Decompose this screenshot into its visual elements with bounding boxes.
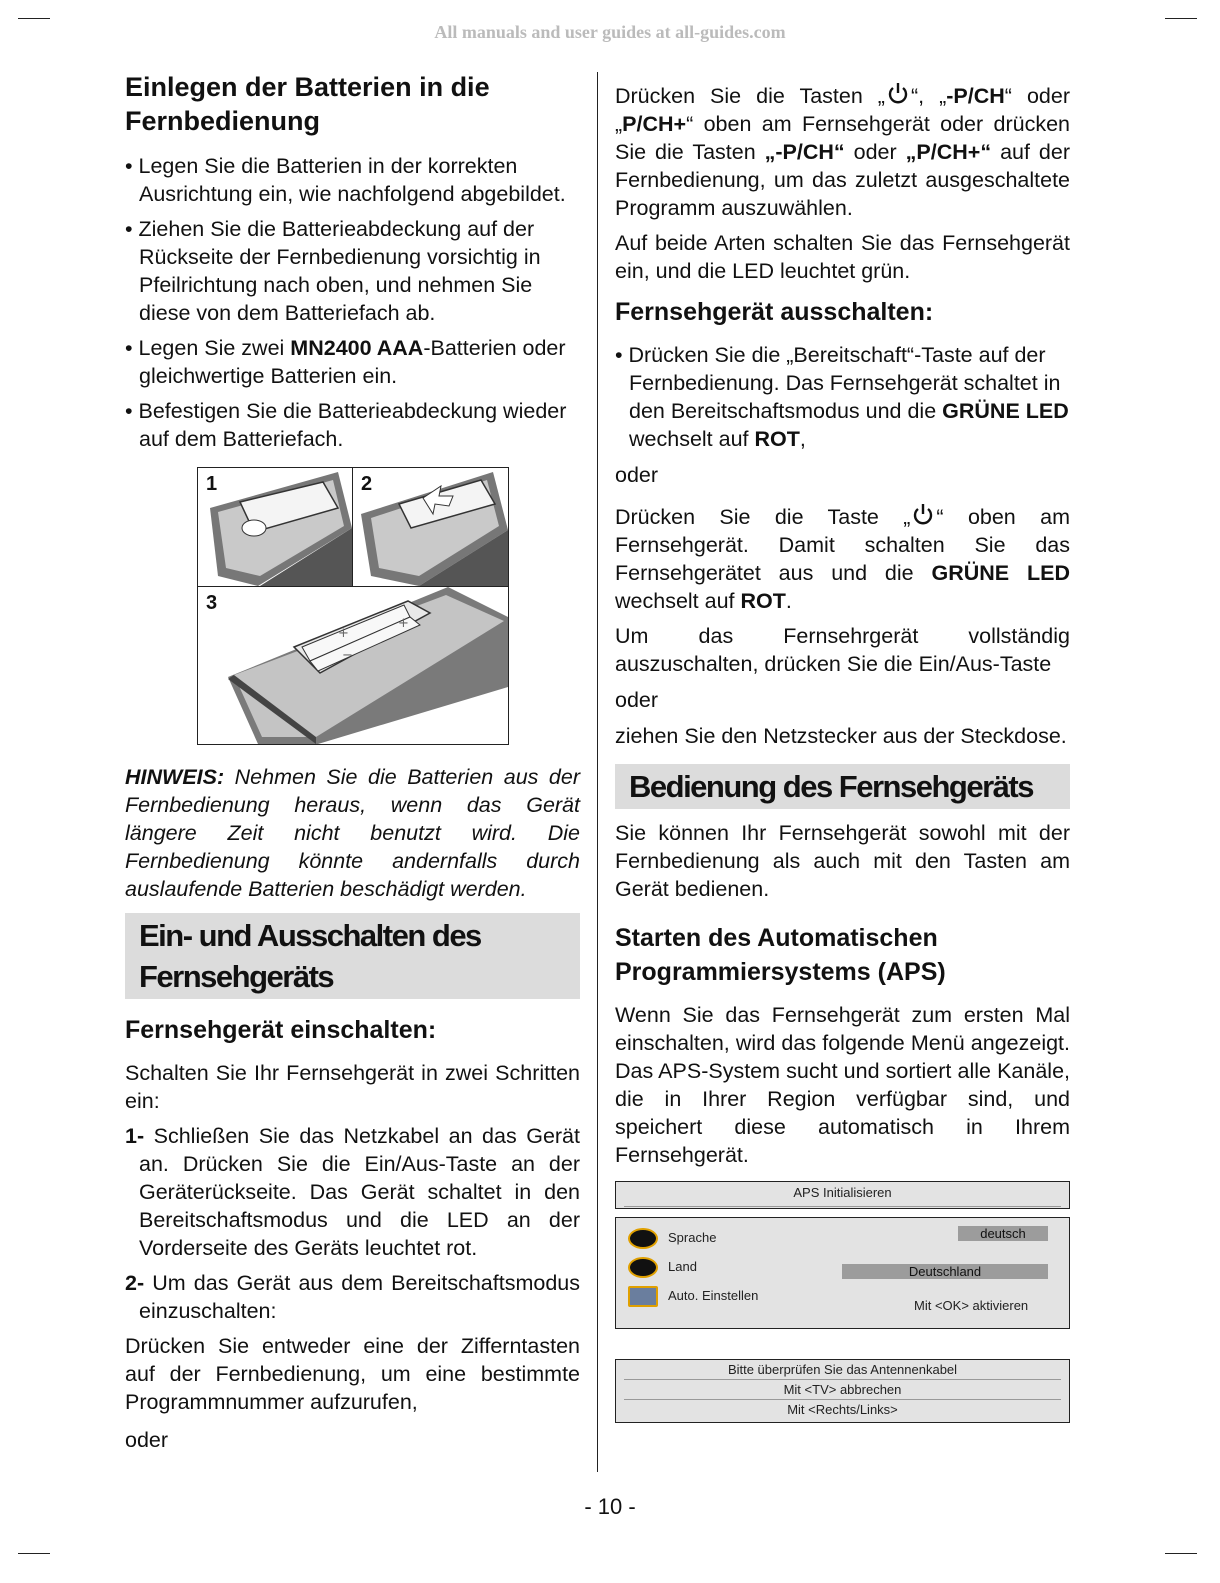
led-paragraph: Auf beide Arten schalten Sie das Fernsehgerät ein, und die LED leuchtet grün. — [615, 231, 1070, 283]
aps-heading: Starten des Automatischen Programmiersystems (APS) — [615, 924, 946, 986]
key-label: „-P/CH“ — [764, 140, 845, 164]
full-off-paragraph: Um das Fernsehrgerät vollständig auszuschalten, drücken Sie die Ein/Aus-Taste — [615, 624, 1070, 676]
battery-heading: Einlegen der Batterien in die Fernbedienung — [125, 72, 490, 136]
text-span: “ oben am Fernsehgerät oder drücken Sie die Tasten — [615, 112, 1070, 164]
power-keys-paragraph — [615, 82, 1070, 222]
column-divider — [597, 72, 598, 1472]
right-column — [615, 82, 1070, 1423]
figure-label: 2 — [361, 473, 373, 495]
osd-label: Sprache — [668, 1230, 717, 1245]
osd-hint: Mit <Rechts/Links> — [787, 1402, 898, 1417]
remote-battery-illustration — [198, 587, 508, 744]
led-label: ROT — [754, 427, 800, 451]
crop-mark — [18, 18, 50, 19]
osd-settings-panel — [615, 1217, 1070, 1329]
crop-mark — [18, 1553, 50, 1554]
left-column — [125, 70, 580, 1461]
battery-type: MN2400 AAA — [290, 336, 424, 360]
oder-text: oder — [615, 463, 659, 487]
text-span: wechselt auf — [615, 589, 741, 613]
osd-row-language[interactable] — [628, 1224, 716, 1252]
led-label: GRÜNE LED — [931, 561, 1070, 585]
auto-value: Mit <OK> aktivieren — [914, 1298, 1029, 1313]
language-icon — [628, 1228, 658, 1249]
osd-title: APS Initialisieren — [624, 1182, 1061, 1207]
svg-text:+: + — [398, 616, 409, 631]
language-value[interactable]: deutsch — [958, 1226, 1048, 1241]
text-span: oder — [844, 140, 906, 164]
text-span: wechselt auf — [629, 427, 755, 451]
osd-row-auto[interactable] — [628, 1282, 758, 1310]
unplug-paragraph: ziehen Sie den Netzstecker aus der Steckdose. — [615, 724, 1067, 748]
step-number: 2- — [125, 1271, 145, 1295]
note-paragraph — [125, 763, 580, 903]
bullet-item: • Ziehen Sie die Batterieabdeckung auf der Rückseite der Fernbedienung vorsichtig in Pfeilrichtung nach oben, und nehmen Sie diese von dem Batteriefach ab. — [125, 217, 541, 325]
aps-menu-screenshot — [615, 1181, 1070, 1423]
country-value[interactable]: Deutschland — [842, 1264, 1048, 1279]
oder-text: oder — [615, 688, 659, 712]
text-span: auf der Fernbedienung, um das zuletzt ausgeschaltete Programm auszuwählen. — [615, 140, 1070, 220]
led-label: ROT — [740, 589, 786, 613]
led-label: GRÜNE LED — [942, 399, 1069, 423]
bullet-item: • Befestigen Sie die Batterieabdeckung wieder auf dem Batteriefach. — [125, 399, 567, 451]
text-span: Drücken Sie die Tasten „ — [615, 84, 885, 108]
osd-hint-panel — [615, 1359, 1070, 1423]
oder-text: oder — [125, 1428, 169, 1452]
osd-hint: Bitte überprüfen Sie das Antennenkabel — [624, 1360, 1061, 1380]
operation-paragraph: Sie können Ihr Fernsehgerät sowohl mit der Fernbedienung als auch mit den Tasten am Gerät bedienen. — [615, 821, 1070, 901]
auto-setup-icon — [628, 1286, 658, 1307]
bullet-item — [125, 334, 580, 390]
key-label: P/CH+ — [622, 112, 687, 136]
svg-text:−: − — [342, 648, 353, 663]
bullet-text: • Legen Sie zwei — [125, 336, 291, 360]
text-span: “, „ — [910, 84, 947, 108]
note-label: HINWEIS: — [125, 765, 225, 789]
country-icon — [628, 1257, 658, 1278]
switch-on-intro: Schalten Sie Ihr Fernsehgerät in zwei Schritten ein: — [125, 1061, 580, 1113]
crop-mark — [1165, 18, 1197, 19]
on-off-band-heading: Ein- und Ausschalten des Fernsehgeräts — [125, 913, 580, 999]
switch-on-heading: Fernsehgerät einschalten: — [125, 1016, 437, 1044]
figure-panel-2 — [353, 468, 508, 587]
battery-figure — [197, 467, 509, 745]
text-span: Drücken Sie die Taste „ — [615, 505, 911, 529]
text-span: • Drücken Sie die „Bereitschaft“-Taste auf der Fernbedienung. Das Fernsehgerät schaltet in den Bereitschaftsmodus und die — [615, 343, 1061, 423]
remote-cover-illustration — [198, 468, 352, 586]
remote-cover-illustration — [353, 468, 508, 586]
power-off-paragraph — [615, 503, 1070, 615]
switch-off-heading: Fernsehgerät ausschalten: — [615, 298, 934, 326]
text-span: . — [785, 589, 792, 613]
osd-title-bar — [615, 1181, 1070, 1209]
step-item — [125, 1122, 580, 1262]
text-span: “ oben am Fernsehgerät. Damit schalten Sie das Fernsehgerätet aus und die — [615, 505, 1070, 585]
aps-paragraph: Wenn Sie das Fernsehgerät zum ersten Mal einschalten, wird das folgende Menü angezeigt. Das APS-System sucht und sortiert alle Kanäle, die in Ihrer Region verfügbar sind, und speichert diese automatisch in Ihrem Fernsehgerät. — [615, 1003, 1070, 1167]
figure-panel-1 — [198, 468, 353, 587]
bullet-item — [615, 341, 1070, 453]
text-span: “ oder „ — [615, 84, 1070, 136]
operation-band-heading: Bedienung des Fernsehgeräts — [615, 764, 1070, 809]
press-paragraph: Drücken Sie entweder eine der Zifferntasten auf der Fernbedienung, um eine bestimmte Programmnummer aufzurufen, — [125, 1334, 580, 1414]
watermark: All manuals and user guides at all-guides.com — [434, 22, 786, 42]
key-label: „P/CH+“ — [905, 140, 992, 164]
text-span: , — [799, 427, 806, 451]
osd-label: Auto. Einstellen — [668, 1288, 759, 1303]
osd-hint: Mit <TV> abbrechen — [624, 1380, 1061, 1400]
step-text: Schließen Sie das Netzkabel an das Gerät an. Drücken Sie die Ein/Aus-Taste an der Geräterückseite. Das Gerät schaltet in den Bereitschaftsmodus und die LED an der Vorderseite des Geräts leuchtet rot. — [139, 1124, 580, 1260]
figure-label: 3 — [206, 592, 218, 614]
page-number: - 10 - — [584, 1494, 636, 1519]
figure-panel-3 — [198, 587, 508, 744]
key-label: -P/CH — [946, 84, 1005, 108]
crop-mark — [1165, 1553, 1197, 1554]
bullet-item: • Legen Sie die Batterien in der korrekten Ausrichtung ein, wie nachfolgend abgebildet. — [125, 154, 566, 206]
step-text: Um das Gerät aus dem Bereitschaftsmodus einzuschalten: — [139, 1271, 580, 1323]
power-icon — [912, 503, 934, 527]
power-icon — [887, 82, 909, 106]
svg-text:+: + — [338, 626, 349, 641]
step-item — [125, 1269, 580, 1325]
bullet-text: -Batterien oder gleichwertige Batterien ein. — [139, 336, 566, 388]
note-text: Nehmen Sie die Batterien aus der Fernbedienung heraus, wenn das Gerät längere Zeit nicht benutzt wird. Die Fernbedienung könnte andernfalls durch auslaufende Batterien beschädigt werden. — [125, 765, 580, 901]
osd-row-country[interactable] — [628, 1253, 697, 1281]
step-number: 1- — [125, 1124, 145, 1148]
osd-label: Land — [668, 1259, 697, 1274]
figure-label: 1 — [206, 473, 218, 495]
